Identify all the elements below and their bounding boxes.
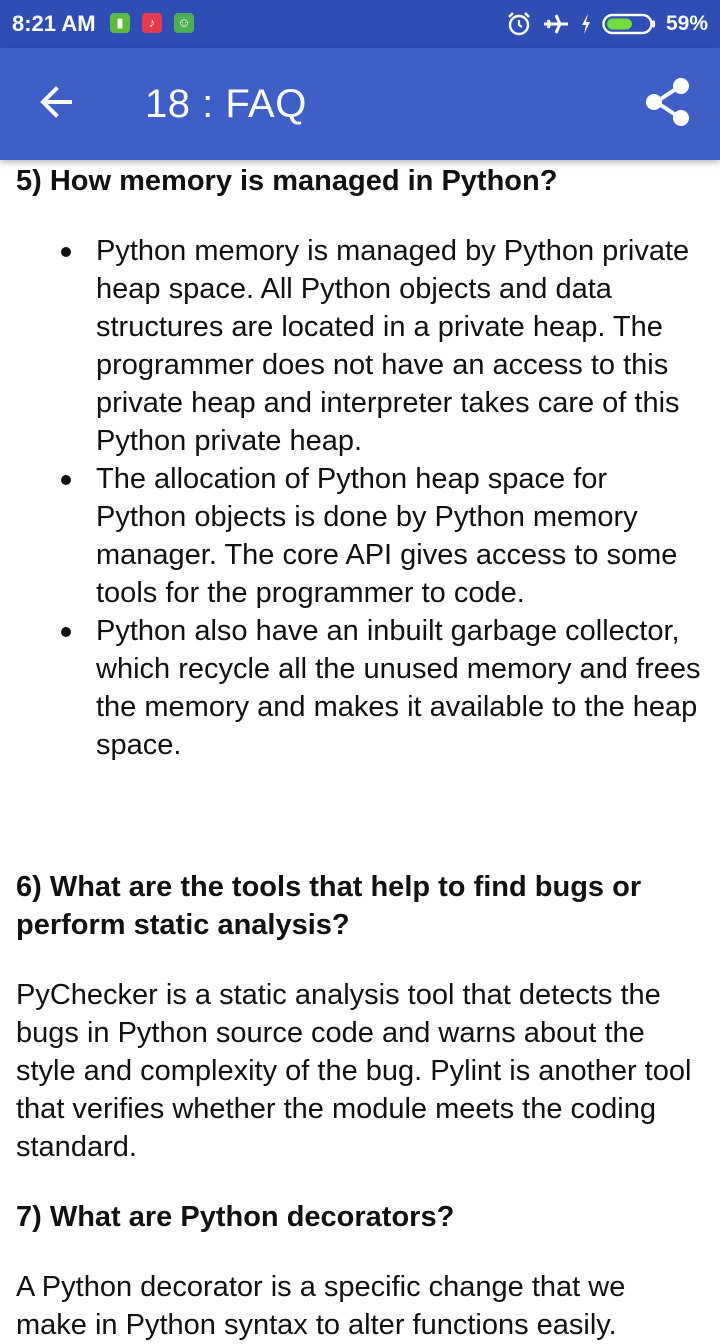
airplane-mode-icon xyxy=(542,11,570,37)
tiktok-icon: ♪ xyxy=(142,13,162,33)
page-title: 18 : FAQ xyxy=(145,82,307,126)
robot-app-icon: ☺ xyxy=(174,13,194,33)
battery-percent: 59% xyxy=(665,12,708,35)
share-icon xyxy=(643,77,693,132)
list-item: Python memory is managed by Python private heap space. All Python objects and data structures are located in a private heap. The programmer does not have an access to this private heap and interpreter takes care of this Python private heap. xyxy=(96,232,704,460)
list-item: The allocation of Python heap space for Python objects is done by Python memory manager. The core API gives access to some tools for the programmer to code. xyxy=(96,460,704,612)
back-button[interactable] xyxy=(26,76,86,132)
back-arrow-icon xyxy=(36,82,76,127)
status-time: 8:21 AM xyxy=(12,11,96,36)
charging-icon xyxy=(580,13,592,35)
question-6-answer: PyChecker is a static analysis tool that detects the bugs in Python source code and warns about the style and complexity of the bug. Pylint is another tool that verifies whether the module meets the coding standard. xyxy=(16,979,692,1163)
status-icons xyxy=(506,0,708,48)
app-notification-icon: ▮ xyxy=(110,13,130,33)
status-bar xyxy=(0,0,720,48)
app-bar xyxy=(0,48,720,160)
list-item: Python also have an inbuilt garbage collector, which recycle all the unused memory and frees the memory and makes it available to the heap space. xyxy=(96,612,704,764)
question-5-answer-list xyxy=(16,232,704,764)
question-7-answer: A Python decorator is a specific change that we make in Python syntax to alter functions easily. xyxy=(16,1271,626,1341)
share-button[interactable] xyxy=(640,74,696,134)
question-5-heading: 5) How memory is managed in Python? xyxy=(16,165,558,197)
battery-icon xyxy=(602,12,656,36)
question-7-heading: 7) What are Python decorators? xyxy=(16,1201,455,1233)
faq-content[interactable] xyxy=(0,160,720,1341)
alarm-icon xyxy=(506,11,532,37)
question-6-heading: 6) What are the tools that help to find bugs or perform static analysis? xyxy=(16,871,642,941)
